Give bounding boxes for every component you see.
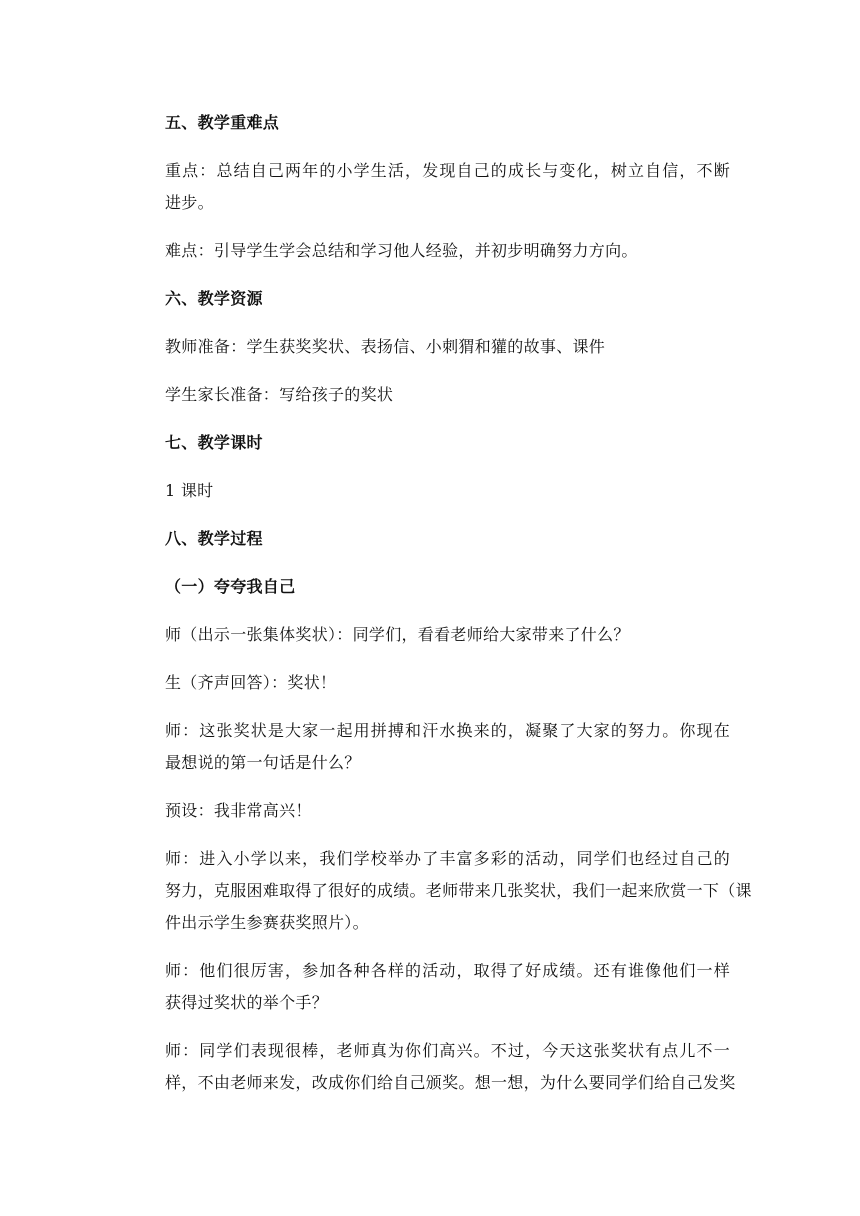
paragraph-teacher-prep: 教师准备：学生获奖奖状、表扬信、小刺猬和獾的故事、课件: [165, 337, 606, 356]
paragraph-teacher-award-line-2: 最想说的第一句话是什么？: [165, 753, 361, 772]
paragraph-key-point-line-2: 进步。: [165, 193, 214, 212]
paragraph-teacher-award-line-1: 师：这张奖状是大家一起用拼搏和汗水换来的，凝聚了大家的努力。你现在: [165, 721, 730, 740]
paragraph-parent-prep: 学生家长准备：写给孩子的奖状: [165, 385, 394, 404]
paragraph-activities-line-2: 努力，克服困难取得了很好的成绩。老师带来几张奖状，我们一起来欣赏一下（课: [165, 881, 752, 900]
paragraph-self-award-line-2: 样，不由老师来发，改成你们给自己颁奖。想一想，为什么要同学们给自己发奖: [165, 1073, 736, 1092]
paragraph-difficult-point: 难点：引导学生学会总结和学习他人经验，并初步明确努力方向。: [165, 241, 638, 260]
section-heading-6: 六、教学资源: [165, 289, 263, 308]
subsection-heading-1: （一）夸夸我自己: [165, 577, 296, 596]
paragraph-teacher-shows-award: 师（出示一张集体奖状）：同学们，看看老师给大家带来了什么？: [165, 625, 630, 644]
section-heading-7: 七、教学课时: [165, 433, 263, 452]
paragraph-they-are-great-line-1: 师：他们很厉害，参加各种各样的活动，取得了好成绩。还有谁像他们一样: [165, 961, 730, 980]
paragraph-self-award-line-1: 师：同学们表现很棒，老师真为你们高兴。不过，今天这张奖状有点儿不一: [165, 1041, 730, 1060]
paragraph-key-point-line-1: 重点：总结自己两年的小学生活，发现自己的成长与变化，树立自信，不断: [165, 161, 730, 180]
section-heading-8: 八、教学过程: [165, 529, 263, 548]
paragraph-they-are-great-line-2: 获得过奖状的举个手？: [165, 993, 329, 1012]
paragraph-activities-line-3: 件出示学生参赛获奖照片）。: [165, 913, 369, 932]
paragraph-lesson-count: 1 课时: [165, 481, 214, 500]
paragraph-preset-answer: 预设：我非常高兴！: [165, 801, 312, 820]
section-heading-5: 五、教学重难点: [165, 113, 280, 132]
paragraph-activities-line-1: 师：进入小学以来，我们学校举办了丰富多彩的活动，同学们也经过自己的: [165, 849, 730, 868]
paragraph-students-answer: 生（齐声回答）：奖状！: [165, 673, 337, 692]
